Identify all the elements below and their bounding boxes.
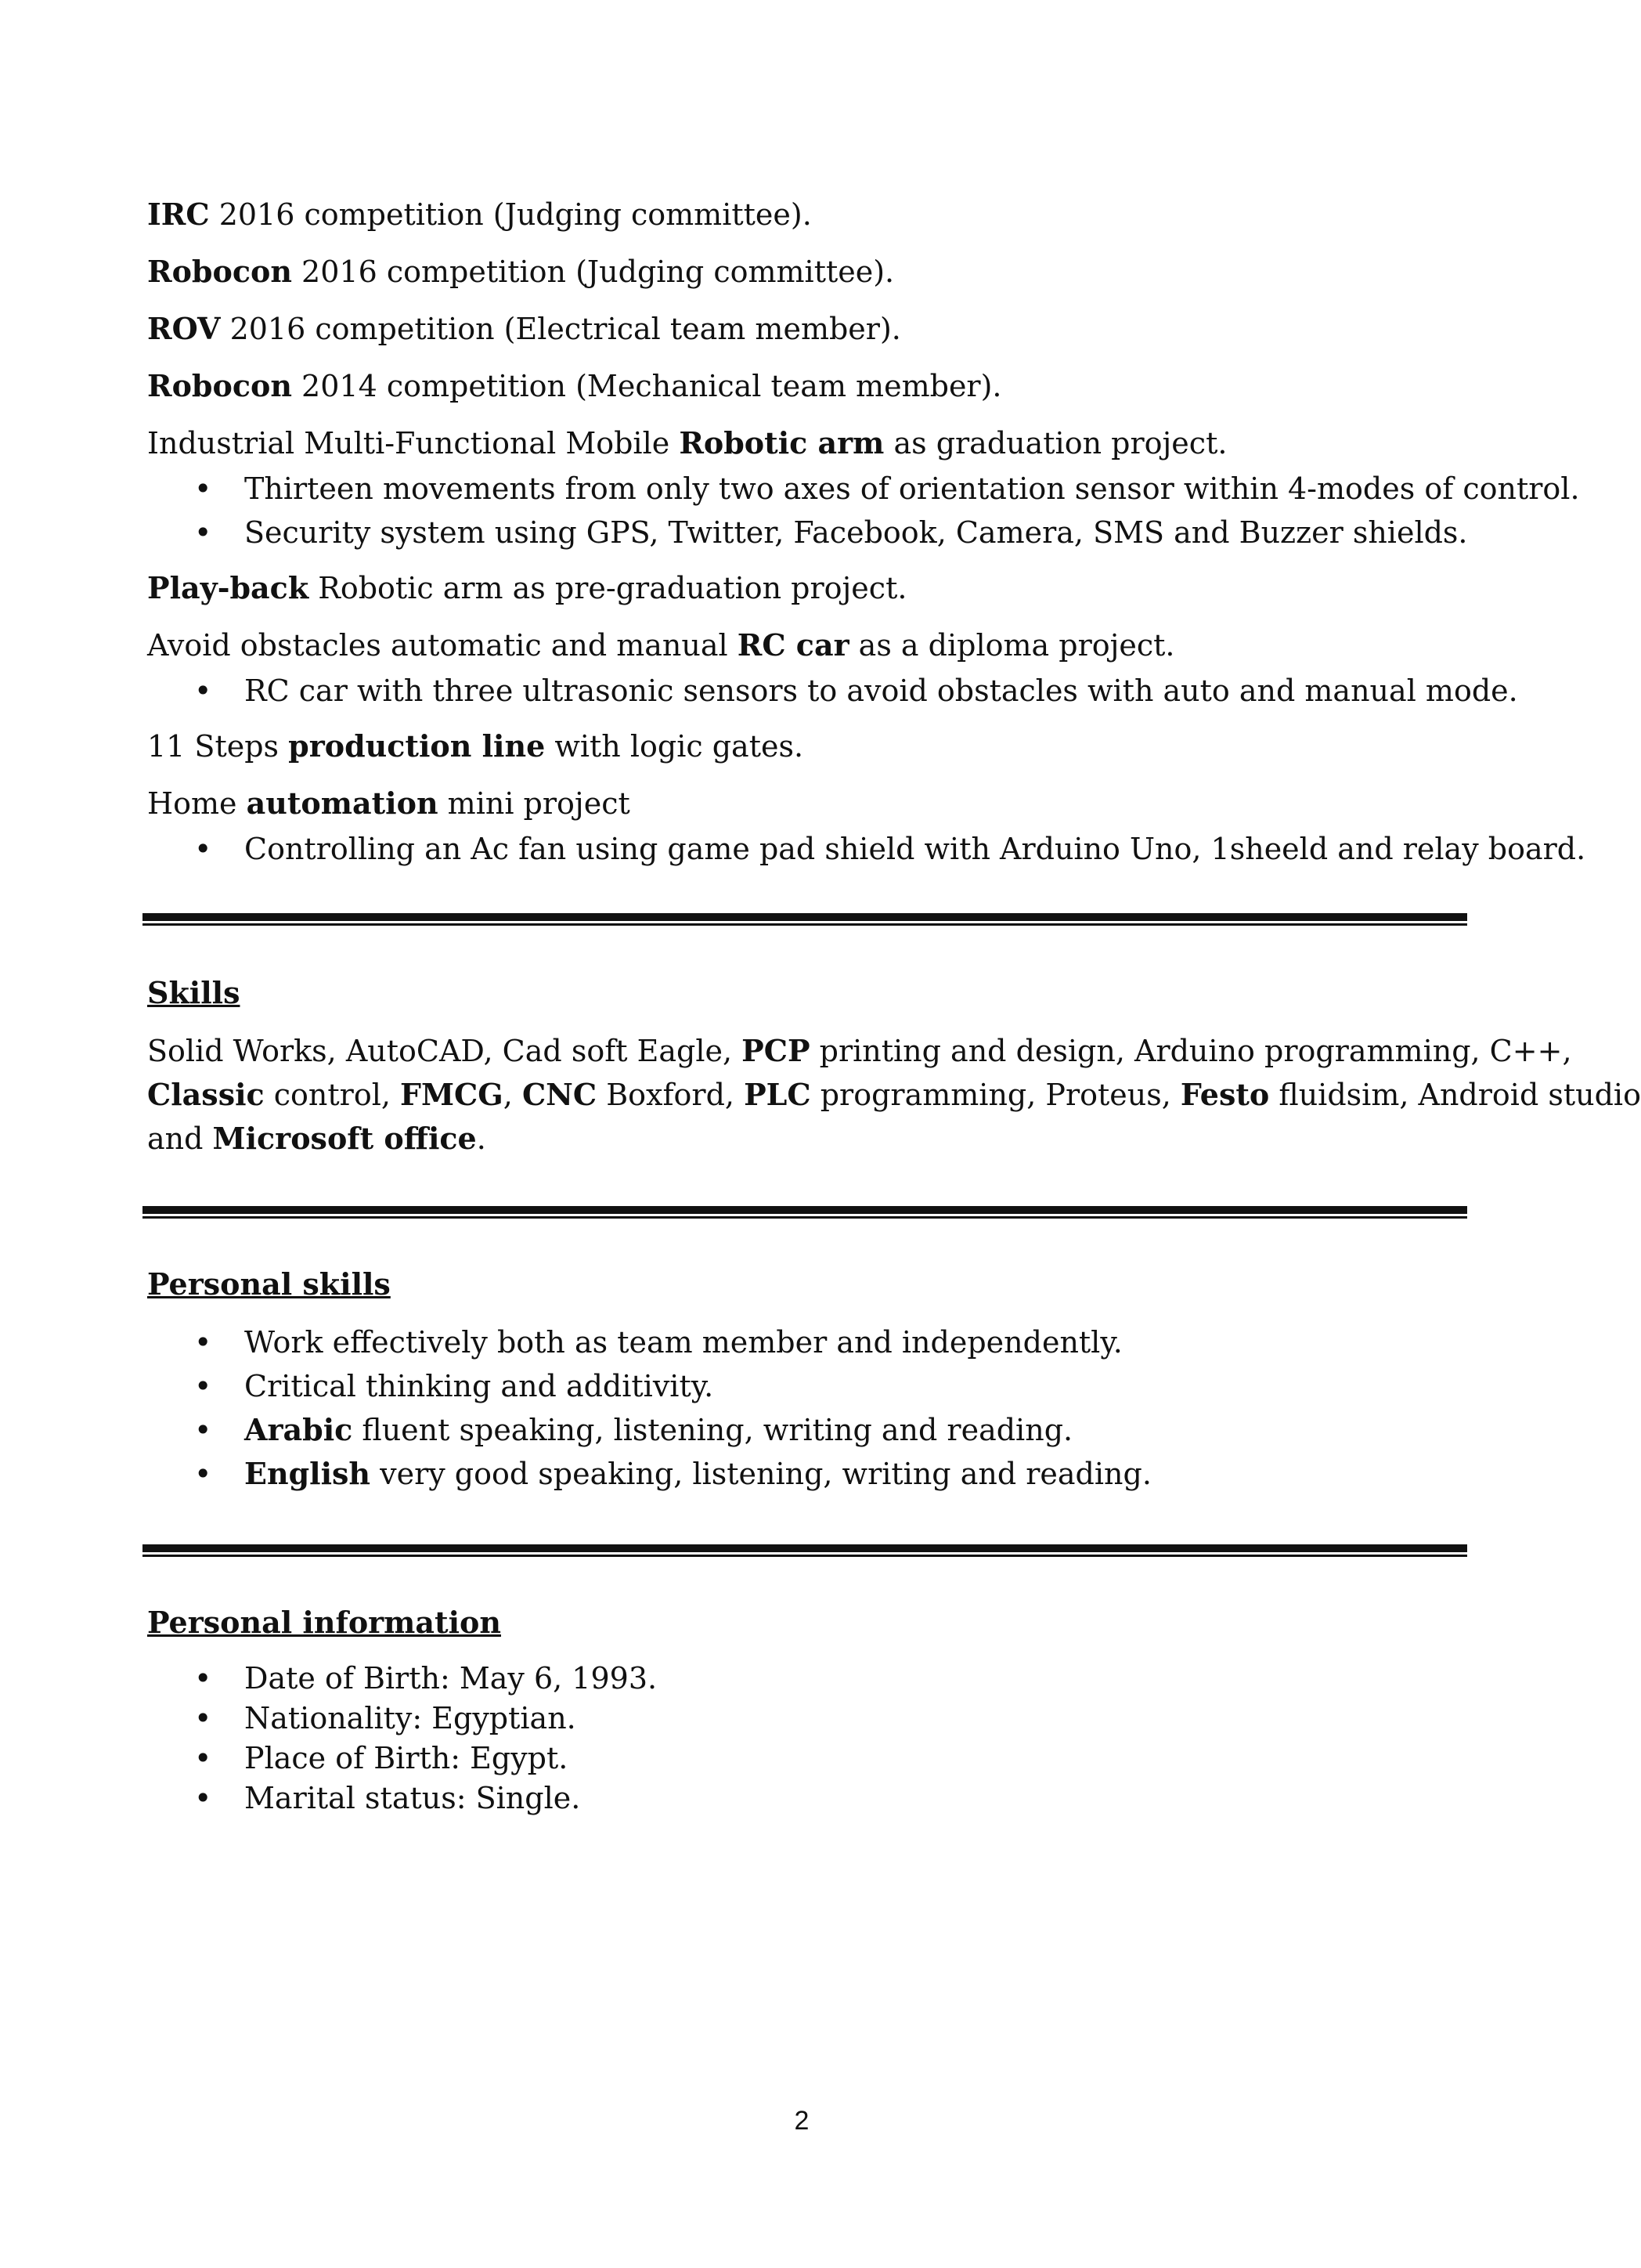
page-content	[147, 193, 1641, 1830]
text: Critical thinking and additivity.	[244, 1369, 714, 1403]
text: as graduation project.	[884, 426, 1228, 460]
section-divider	[142, 913, 1467, 926]
personal-information-list	[147, 1659, 1478, 1818]
skills-line-2	[147, 1073, 1641, 1117]
list-item	[147, 1320, 1478, 1364]
list-item: • Security system using GPS, Twitter, Facebook, Camera, SMS and Buzzer shields.	[147, 511, 1478, 554]
text: .	[476, 1121, 486, 1156]
personal-skills-list	[147, 1320, 1478, 1496]
production-line-project	[147, 724, 1478, 782]
text: Industrial Multi-Functional Mobile	[147, 426, 680, 460]
personal-information-heading: Personal information	[147, 1605, 501, 1640]
keyword: PCP	[741, 1033, 810, 1068]
project-line-rov	[147, 307, 1478, 364]
list-item	[147, 1452, 1478, 1496]
skills-line-1	[147, 1029, 1572, 1073]
list-item: • Marital status: Single.	[147, 1779, 1478, 1818]
text: programming, Proteus,	[810, 1078, 1181, 1112]
keyword: Robotic arm	[679, 425, 885, 460]
keyword: production line	[288, 728, 546, 764]
keyword: Festo	[1180, 1077, 1270, 1112]
text: fluidsim, Android studio	[1269, 1078, 1641, 1112]
project-detail: 2016 competition (Judging committee).	[209, 197, 812, 232]
home-automation-line	[147, 782, 1478, 827]
keyword: Arabic	[244, 1412, 353, 1447]
text: as a diploma project.	[849, 628, 1175, 663]
project-line-irc	[147, 193, 1478, 250]
graduation-project-line	[147, 421, 1478, 467]
text: fluent speaking, listening, writing and reading.	[352, 1413, 1073, 1447]
graduation-bullets	[147, 467, 1580, 554]
text: with logic gates.	[545, 729, 804, 764]
home-bullets	[147, 827, 1586, 871]
text: mini project	[438, 786, 630, 821]
text: ,	[503, 1078, 522, 1112]
page-number: 2	[794, 2106, 810, 2136]
project-detail: 2016 competition (Electrical team member).	[220, 312, 901, 346]
project-detail: 2014 competition (Mechanical team member).	[291, 369, 1002, 403]
list-item	[147, 1408, 1478, 1452]
section-divider	[142, 1206, 1467, 1219]
keyword: CNC	[521, 1077, 597, 1112]
project-name: Robocon	[147, 368, 292, 403]
keyword: automation	[246, 785, 438, 821]
project-name: IRC	[147, 197, 210, 232]
list-item	[147, 1364, 1478, 1408]
text: printing and design, Arduino programming, C++,	[810, 1034, 1572, 1068]
text: Home	[147, 786, 247, 821]
list-item: • Place of Birth: Egypt.	[147, 1739, 1478, 1779]
rccar-bullets	[147, 669, 1518, 713]
skills-heading: Skills	[147, 975, 240, 1010]
text: Solid Works, AutoCAD, Cad soft Eagle,	[147, 1034, 742, 1068]
skills-line-3	[147, 1117, 1478, 1161]
project-line-robocon-2014	[147, 364, 1478, 421]
keyword: FMCG	[400, 1077, 503, 1112]
playback-project-line	[147, 566, 1478, 623]
text: Avoid obstacles automatic and manual	[147, 628, 738, 663]
personal-skills-heading: Personal skills	[147, 1266, 391, 1302]
keyword: Play-back	[147, 570, 309, 605]
text: 11 Steps	[147, 729, 289, 764]
list-item: • Thirteen movements from only two axes of orientation sensor within 4-modes of control.	[147, 467, 1478, 511]
text: very good speaking, listening, writing and reading.	[370, 1457, 1152, 1491]
list-item: • RC car with three ultrasonic sensors to avoid obstacles with auto and manual mode.	[147, 669, 1478, 713]
keyword: Classic	[147, 1077, 265, 1112]
list-item: • Controlling an Ac fan using game pad shield with Arduino Uno, 1sheeld and relay board.	[147, 827, 1478, 871]
keyword: Microsoft office	[212, 1121, 477, 1156]
text: and	[147, 1121, 213, 1156]
text: control,	[264, 1078, 401, 1112]
project-name: ROV	[147, 311, 221, 346]
keyword: English	[244, 1456, 371, 1491]
text: Work effectively both as team member and independently.	[244, 1325, 1123, 1360]
rccar-project-line	[147, 623, 1478, 669]
text: Robotic arm as pre-graduation project.	[308, 571, 907, 605]
project-line-robocon-2016	[147, 250, 1478, 307]
text: Boxford,	[597, 1078, 745, 1112]
list-item: • Nationality: Egyptian.	[147, 1699, 1478, 1739]
list-item: • Date of Birth: May 6, 1993.	[147, 1659, 1478, 1699]
keyword: PLC	[744, 1077, 811, 1112]
project-name: Robocon	[147, 254, 292, 289]
keyword: RC car	[737, 627, 849, 663]
project-detail: 2016 competition (Judging committee).	[291, 255, 895, 289]
section-divider	[142, 1544, 1467, 1557]
